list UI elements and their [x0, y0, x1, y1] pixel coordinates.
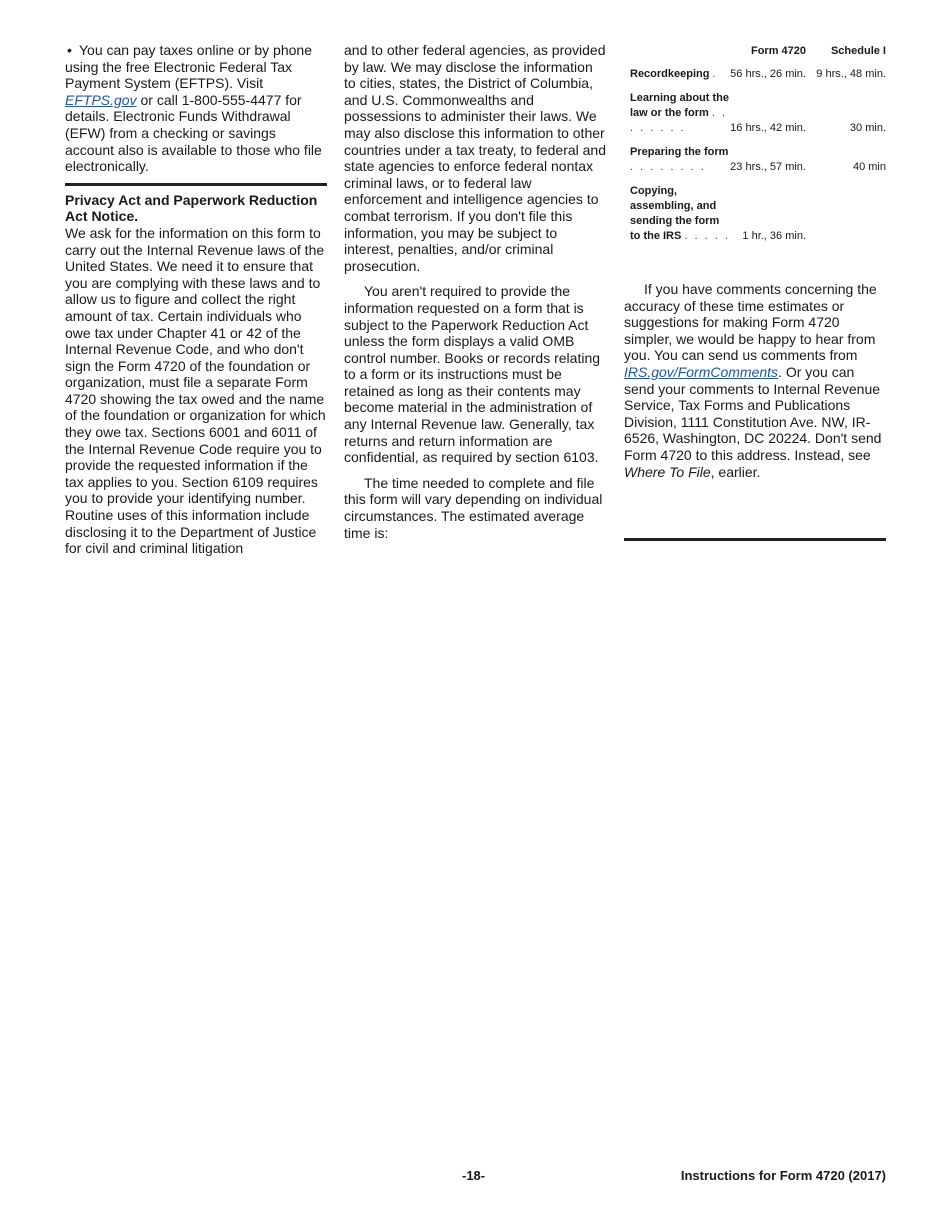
privacy-heading: Privacy Act and Paperwork Reduction Act Notice.	[65, 191, 318, 225]
row-schedule-i-value: 40 min	[852, 161, 886, 173]
eftps-text-post: or call 1-800-555-4477 for details. Electronic Funds Withdrawal (EFW) from a checking or savings account also is available to those who file electronically.	[65, 91, 322, 175]
form-comments-link[interactable]: IRS.gov/FormComments	[624, 363, 779, 380]
row-label: Recordkeeping .	[630, 68, 718, 80]
table-row	[630, 67, 886, 91]
table-header-row	[630, 42, 886, 67]
where-to-file-ref: Where To File	[624, 463, 711, 480]
section-divider	[65, 183, 327, 186]
time-estimate-table	[630, 42, 886, 253]
end-rule	[624, 538, 886, 541]
row-label: Learning about the law or the form . . . . . . . .	[630, 92, 729, 134]
bullet-icon: •	[67, 42, 72, 58]
paperwork-paragraph: You aren't required to provide the information requested on a form that is subject to the Paperwork Reduction Act unless the form displays a valid OMB control number. Books or records relating to a form or its instructions must be retained as long as their contents may become material in the administration of any Internal Revenue law. Generally, tax returns and return information are confidential, as required by section 6103.	[344, 283, 601, 466]
row-label: Copying, assembling, and sending the form to the IRS . . . . .	[630, 185, 730, 242]
row-form4720-value: 1 hr., 36 min.	[742, 230, 806, 242]
footer-title: Instructions for Form 4720 (2017)	[680, 1168, 886, 1183]
column-middle	[344, 42, 606, 541]
comments-paragraph: If you have comments concerning the accuracy of these time estimates or suggestions for making Form 4720 simpler, we would be happy to hear from you. You can send us comments from IRS.gov/FormComments. Or you can send your comments to Internal Revenue Service, Tax Forms and Publications Division, 1111 Constitution Ave. NW, IR-6526, Washington, DC 20224. Don't send Form 4720 to this address. Instead, see Where To File, earlier.	[624, 281, 882, 480]
row-label: Preparing the form . . . . . . . .	[630, 146, 729, 173]
row-form4720-value: 56 hrs., 26 min.	[730, 68, 806, 80]
row-schedule-i-value	[806, 184, 886, 253]
row-form4720-value: 23 hrs., 57 min.	[730, 161, 806, 173]
eftps-bullet	[65, 42, 327, 175]
row-schedule-i-value: 9 hrs., 48 min.	[816, 68, 886, 80]
table-header-form4720: Form 4720	[750, 45, 806, 57]
column-left	[65, 42, 327, 557]
table-row	[630, 184, 886, 253]
column-right	[624, 42, 886, 480]
eftps-link[interactable]: EFTPS.gov	[65, 91, 137, 108]
page-number: -18-	[462, 1168, 486, 1183]
table-header-schedule-i: Schedule I	[830, 45, 886, 57]
time-estimate-paragraph: The time needed to complete and file this form will vary depending on individual circumstances. The estimated average time is:	[344, 474, 603, 541]
row-schedule-i-value: 30 min.	[849, 122, 886, 134]
row-form4720-value: 16 hrs., 42 min.	[730, 122, 806, 134]
eftps-text-pre: You can pay taxes online or by phone using the free Electronic Federal Tax Payment System (EFTPS). Visit	[65, 42, 312, 92]
table-header-blank	[630, 42, 730, 67]
privacy-body: We ask for the information on this form to carry out the Internal Revenue laws of the United States. We need it to ensure that you are complying with these laws and to allow us to figure and collect the right amount of tax. Certain individuals who owe tax under Chapter 41 or 42 of the Internal Revenue Code, and who don't sign the Form 4720 of the foundation or organization, must file a separate Form 4720 showing the tax owed and the name of the foundation or organization for which they owe tax. Sections 6001 and 6011 of the Internal Revenue Code require you to provide the requested information if the tax applies to you. Section 6109 requires you to provide your identifying number. Routine uses of this information include disclosing it to the Department of Justice for civil and criminal litigation	[65, 224, 326, 557]
table-row	[630, 145, 886, 184]
table-row	[630, 91, 886, 145]
disclosure-paragraph: and to other federal agencies, as provided by law. We may disclose the information to cities, states, the District of Columbia, and U.S. Commonwealths and possessions to administer their laws. We may also disclose this information to other countries under a tax treaty, to federal and state agencies to enforce federal nontax criminal laws, or to federal law enforcement and intelligence agencies to combat terrorism. If you don't file this information, you may be subject to interest, penalties, and/or criminal prosecution.	[344, 42, 607, 274]
